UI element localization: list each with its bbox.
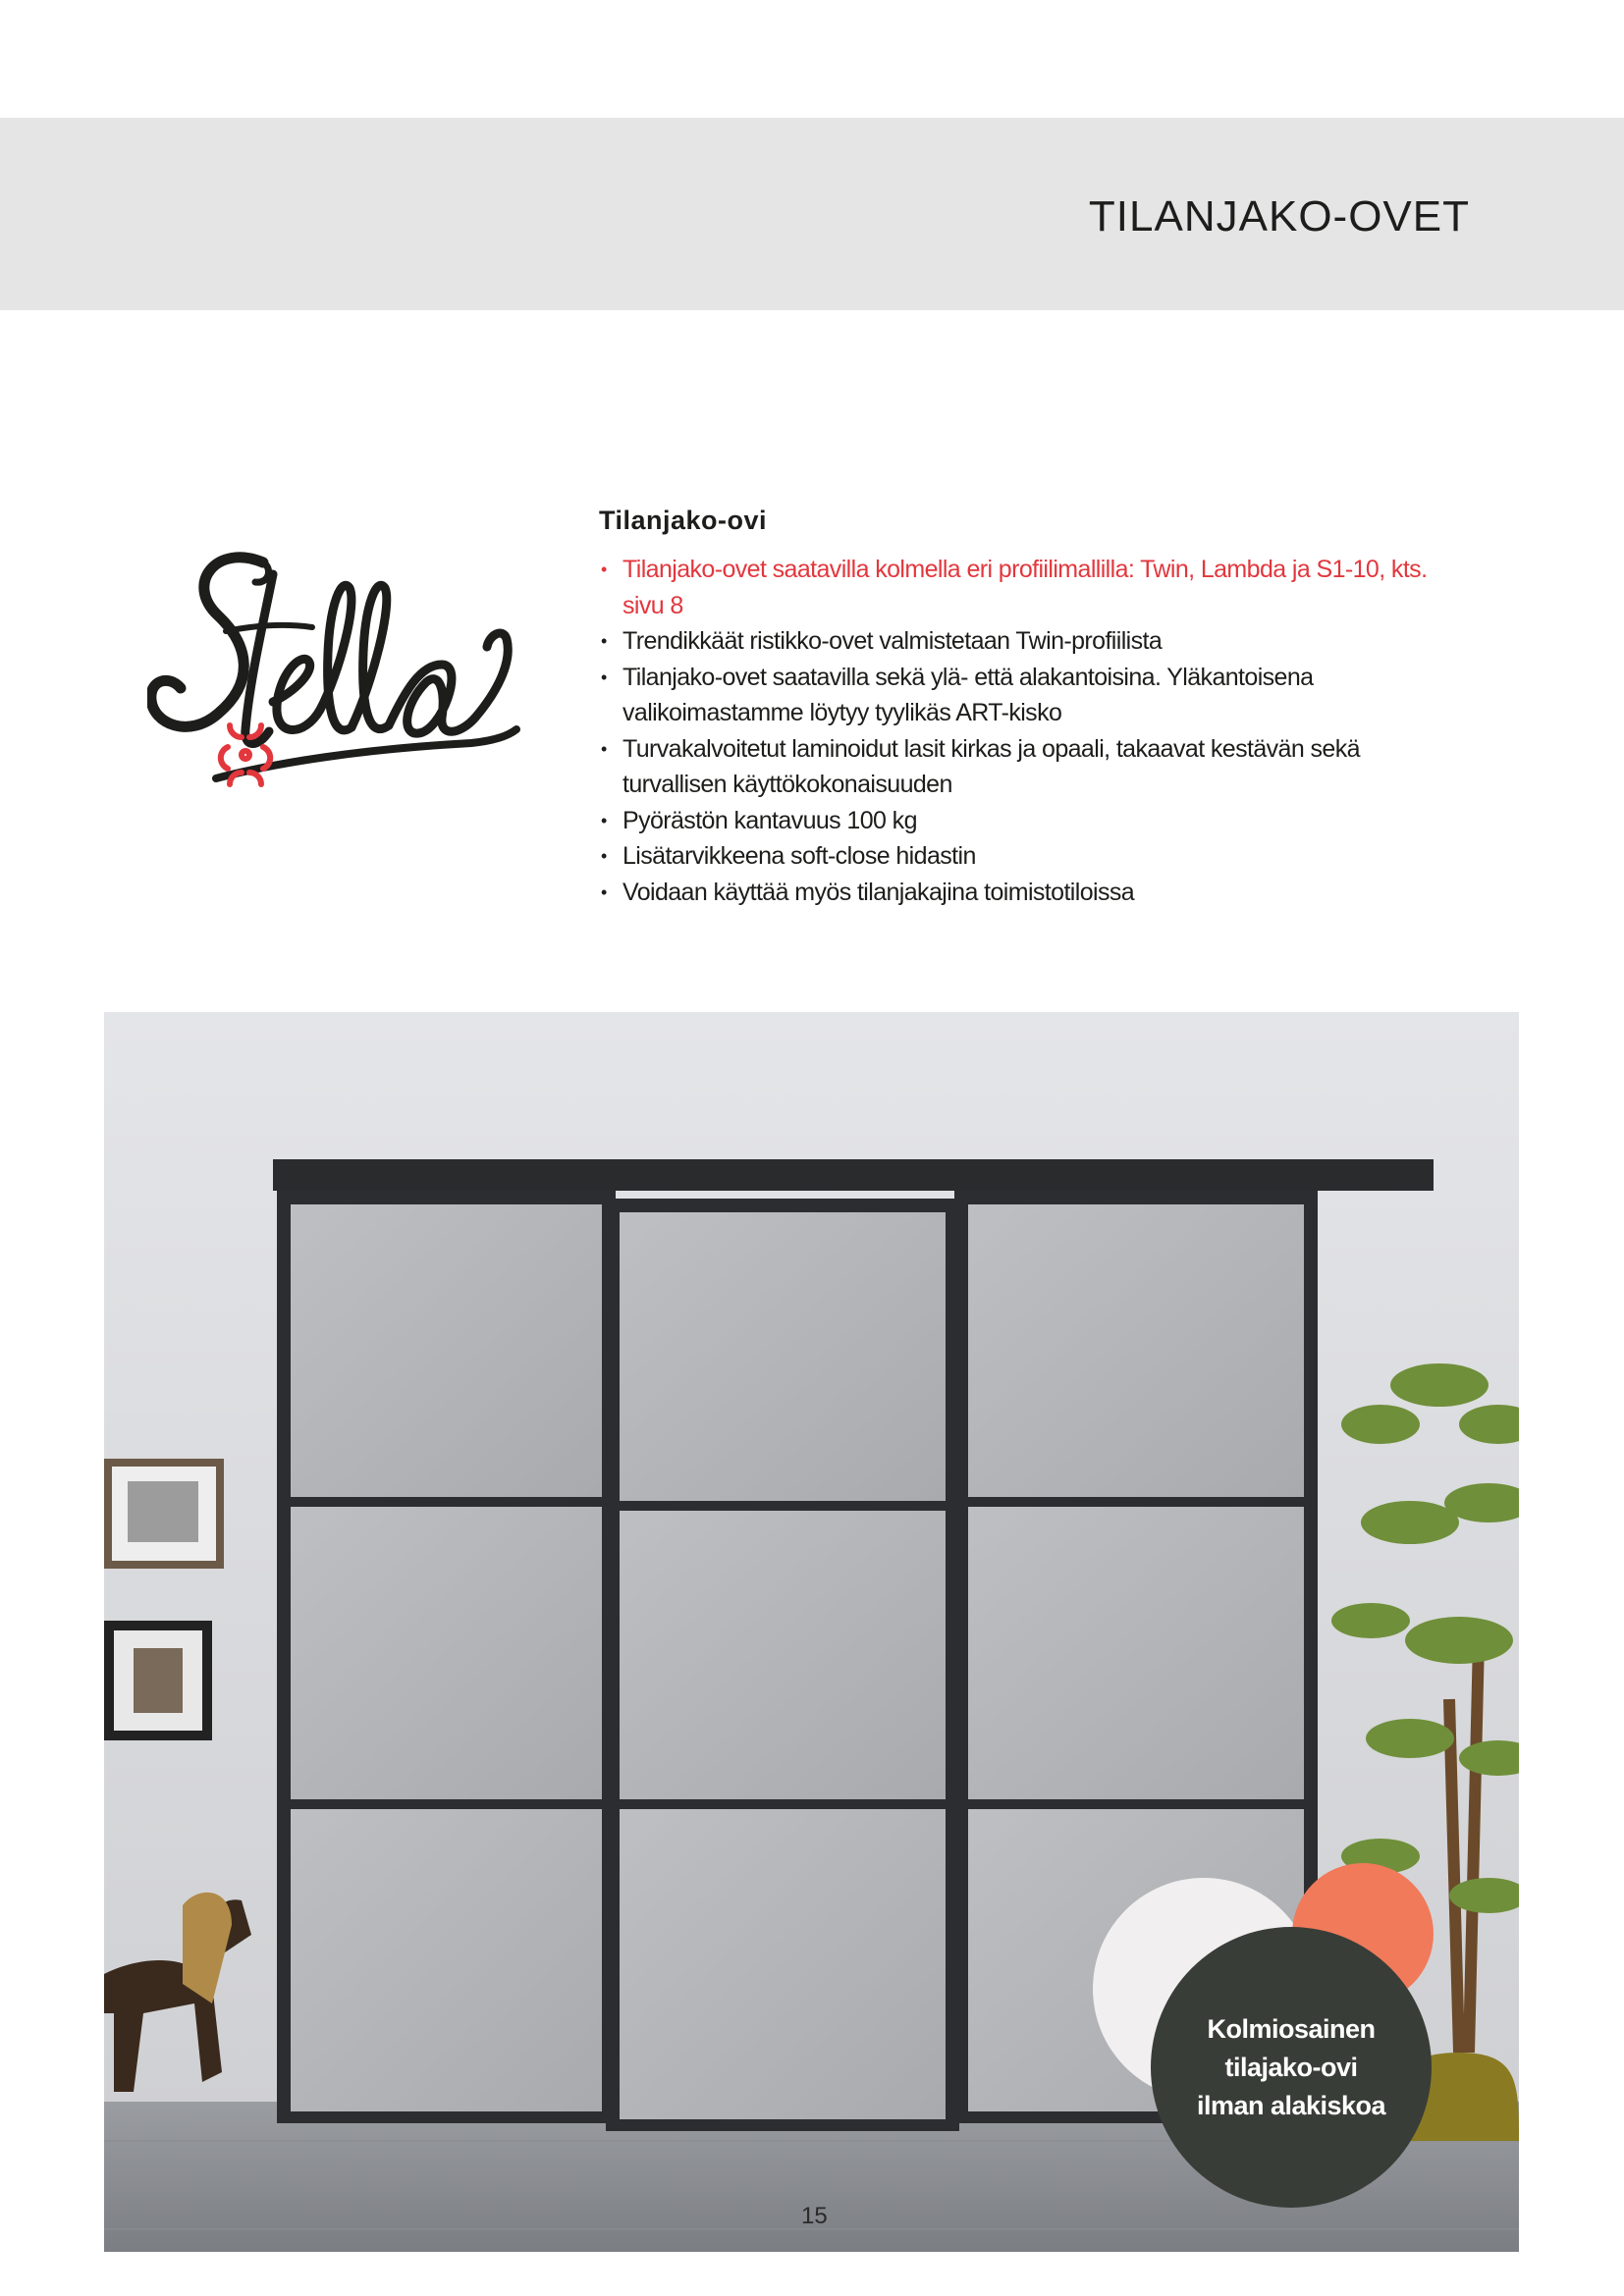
feature-item: • Turvakalvoitetut laminoidut lasit kirkas ja opaali, takaavat kestävän sekä turvallisen käyttökokonaisuuden <box>599 731 1463 803</box>
section-title: TILANJAKO-OVET <box>1088 192 1470 240</box>
page-number: 15 <box>801 2203 828 2229</box>
product-badge <box>1151 1927 1432 2208</box>
feature-item: • Tilanjako-ovet saatavilla sekä ylä- että alakantoisina. Yläkantoisena valikoimastamme löytyy tyylikäs ART-kisko <box>599 660 1463 731</box>
feature-item: • Pyörästön kantavuus 100 kg <box>599 803 1463 839</box>
framed-picture <box>104 1459 224 1569</box>
top-rail <box>273 1159 1434 1191</box>
feature-item: • Trendikkäät ristikko-ovet valmistetaan Twin-profiilista <box>599 623 1463 660</box>
feature-item: • Lisätarvikkeena soft-close hidastin <box>599 838 1463 875</box>
badge-text: Kolmiosainen tilajako-ovi ilman alakiskoa <box>1196 2013 1386 2120</box>
content-heading: Tilanjako-ovi <box>599 506 768 535</box>
feature-list <box>599 552 1463 910</box>
stella-logo <box>147 545 525 810</box>
feature-item: • Tilanjako-ovet saatavilla kolmella eri profiilimallilla: Twin, Lambda ja S1-10, kts. sivu 8 <box>599 552 1463 623</box>
feature-item: • Voidaan käyttää myös tilanjakajina toimistotiloissa <box>599 875 1463 911</box>
product-description <box>599 506 1463 910</box>
framed-picture <box>104 1621 212 1740</box>
